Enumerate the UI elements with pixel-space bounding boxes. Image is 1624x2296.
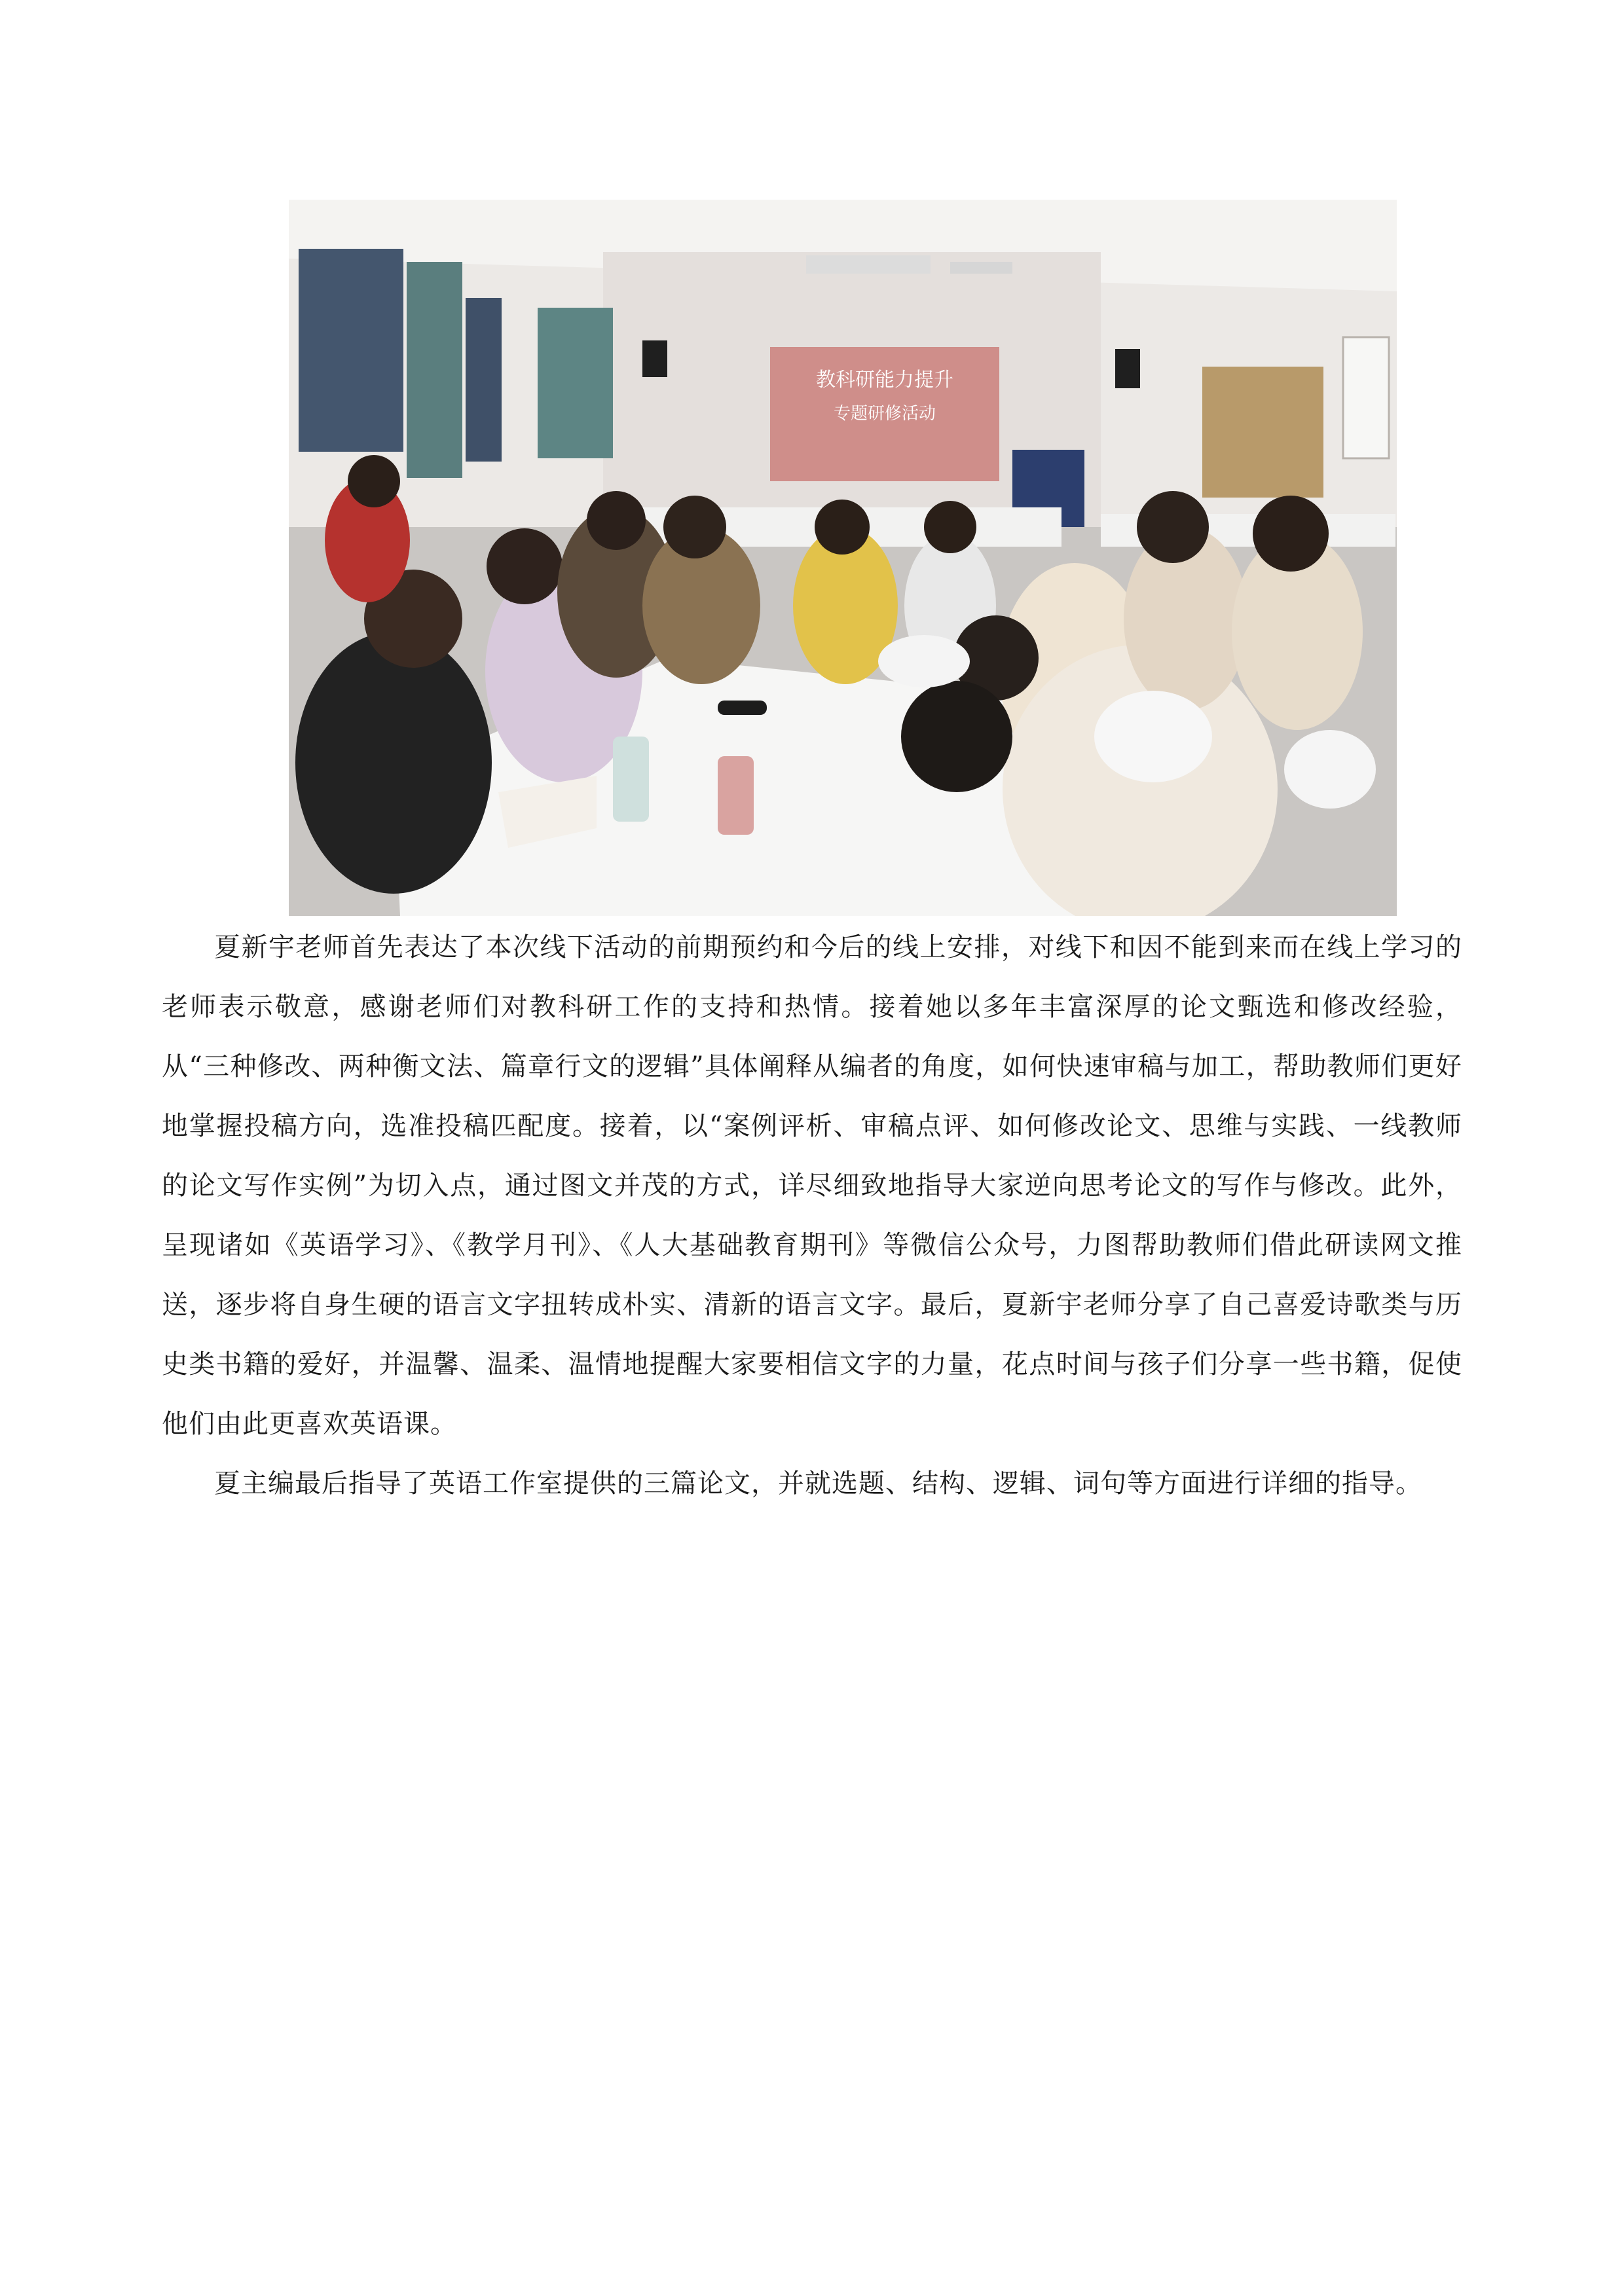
banner-subtitle: 专题研修活动 bbox=[833, 404, 936, 424]
meeting-photo-illustration bbox=[289, 200, 1397, 916]
meeting-photo bbox=[289, 200, 1397, 916]
article-paragraph-1: 夏新宇老师首先表达了本次线下活动的前期预约和今后的线上安排，对线下和因不能到来而在线上学习的老师表示敬意，感谢老师们对教科研工作的支持和热情。接着她以多年丰富深厚的论文甄选和修改经验，从“三种修改、两种衡文法、篇章行文的逻辑”具体阐释从编者的角度，如何快速审稿与加工，帮助教师们更好地掌握投稿方向，选准投稿匹配度。接着，以“案例评析、审稿点评、如何修改论文、思维与实践、一线教师的论文写作实例”为切入点，通过图文并茂的方式，详尽细致地指导大家逆向思考论文的写作与修改。此外，呈现诸如《英语学习》、《教学月刊》、《人大基础教育期刊》等微信公众号，力图帮助教师们借此研读网文推送，逐步将自身生硬的语言文字扭转成朴实、清新的语言文字。最后，夏新宇老师分享了自己喜爱诗歌类与历史类书籍的爱好，并温馨、温柔、温情地提醒大家要相信文字的力量，花点时间与孩子们分享一些书籍，促使他们由此更喜欢英语课。 bbox=[162, 932, 1462, 1439]
article-body bbox=[162, 918, 1462, 1514]
banner-title: 教科研能力提升 bbox=[816, 369, 953, 392]
article-paragraph-2: 夏主编最后指导了英语工作室提供的三篇论文，并就选题、结构、逻辑、词句等方面进行详细的指导。 bbox=[214, 1468, 1422, 1499]
